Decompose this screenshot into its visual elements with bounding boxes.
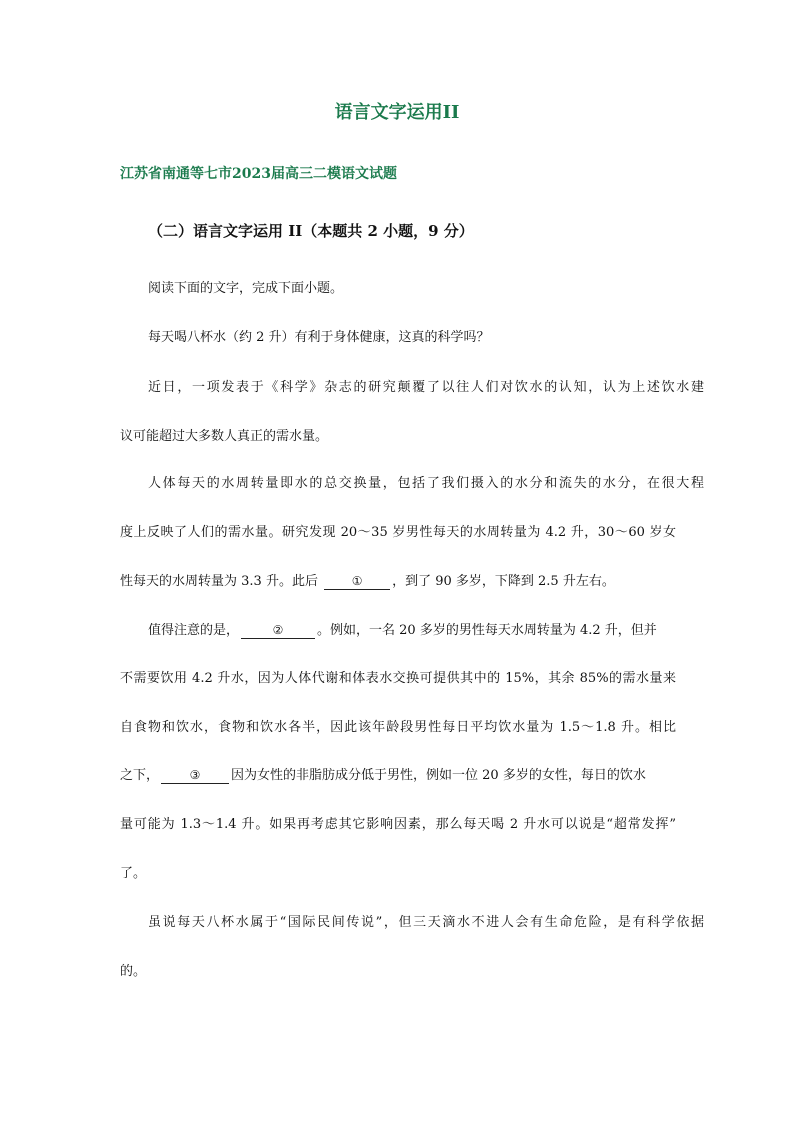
section-heading: （二）语言文字运用 II（本题共 2 小题，9 分）: [148, 222, 474, 240]
text-segment: 。例如，一名 20 多岁的男性每天水周转量为 4.2 升，但并: [317, 623, 657, 638]
blank-3-marker: ③: [189, 768, 201, 782]
instruction-paragraph: 阅读下面的文字，完成下面小题。: [148, 281, 344, 296]
paragraph-2-line-2: 议可能超过大多数人真正的需水量。: [120, 429, 329, 444]
page-title: 语言文字运用II: [334, 102, 460, 123]
paragraph-4-line-5: 量可能为 1.3～1.4 升。如果再考虑其它影响因素，那么每天喝 2 升水可以说是“超常发挥”: [120, 817, 676, 832]
paragraph-2-line-1: 近日，一项发表于《科学》杂志的研究颠覆了以往人们对饮水的认知，认为上述饮水建: [148, 380, 704, 395]
paragraph-4-line-6: 了。: [120, 866, 147, 881]
paragraph-4-line-2: 不需要饮用 4.2 升水，因为人体代谢和体表水交换可提供其中的 15%，其余 85%的需水量来: [120, 671, 676, 686]
blank-2[interactable]: [241, 623, 315, 639]
text-segment: 因为女性的非脂肪成分低于男性，例如一位 20 多岁的女性，每日的饮水: [231, 768, 646, 783]
blank-1-marker: ①: [351, 574, 363, 588]
text-segment: 值得注意的是，: [148, 623, 240, 638]
text-segment: ，到了 90 多岁，下降到 2.5 升左右。: [392, 574, 615, 589]
paragraph-5-line-2: 的。: [120, 964, 147, 979]
text-segment: 性每天的水周转量为 3.3 升。此后: [120, 574, 318, 589]
paragraph-3-line-1: 人体每天的水周转量即水的总交换量，包括了我们摄入的水分和流失的水分，在很大程: [148, 476, 704, 491]
text-segment: 之下，: [120, 768, 160, 783]
paragraph-1: 每天喝八杯水（约 2 升）有利于身体健康，这真的科学吗？: [148, 330, 490, 345]
paragraph-4-line-1: [120, 619, 704, 639]
blank-3[interactable]: [161, 768, 229, 784]
blank-2-marker: ②: [272, 623, 284, 637]
paragraph-3-line-2: 度上反映了人们的需水量。研究发现 20～35 岁男性每天的水周转量为 4.2 升，30～60 岁女: [120, 525, 676, 540]
paragraph-5-line-1: 虽说每天八杯水属于“国际民间传说”，但三天滴水不进人会有生命危险，是有科学依据: [148, 915, 704, 930]
paragraph-3-line-3: [120, 570, 676, 590]
blank-1[interactable]: [324, 574, 390, 590]
exam-source: 江苏省南通等七市2023届高三二模语文试题: [120, 166, 397, 182]
paragraph-4-line-4: [120, 764, 676, 784]
paragraph-4-line-3: 自食物和饮水，食物和饮水各半，因此该年龄段男性每日平均饮水量为 1.5～1.8 升。相比: [120, 720, 676, 735]
